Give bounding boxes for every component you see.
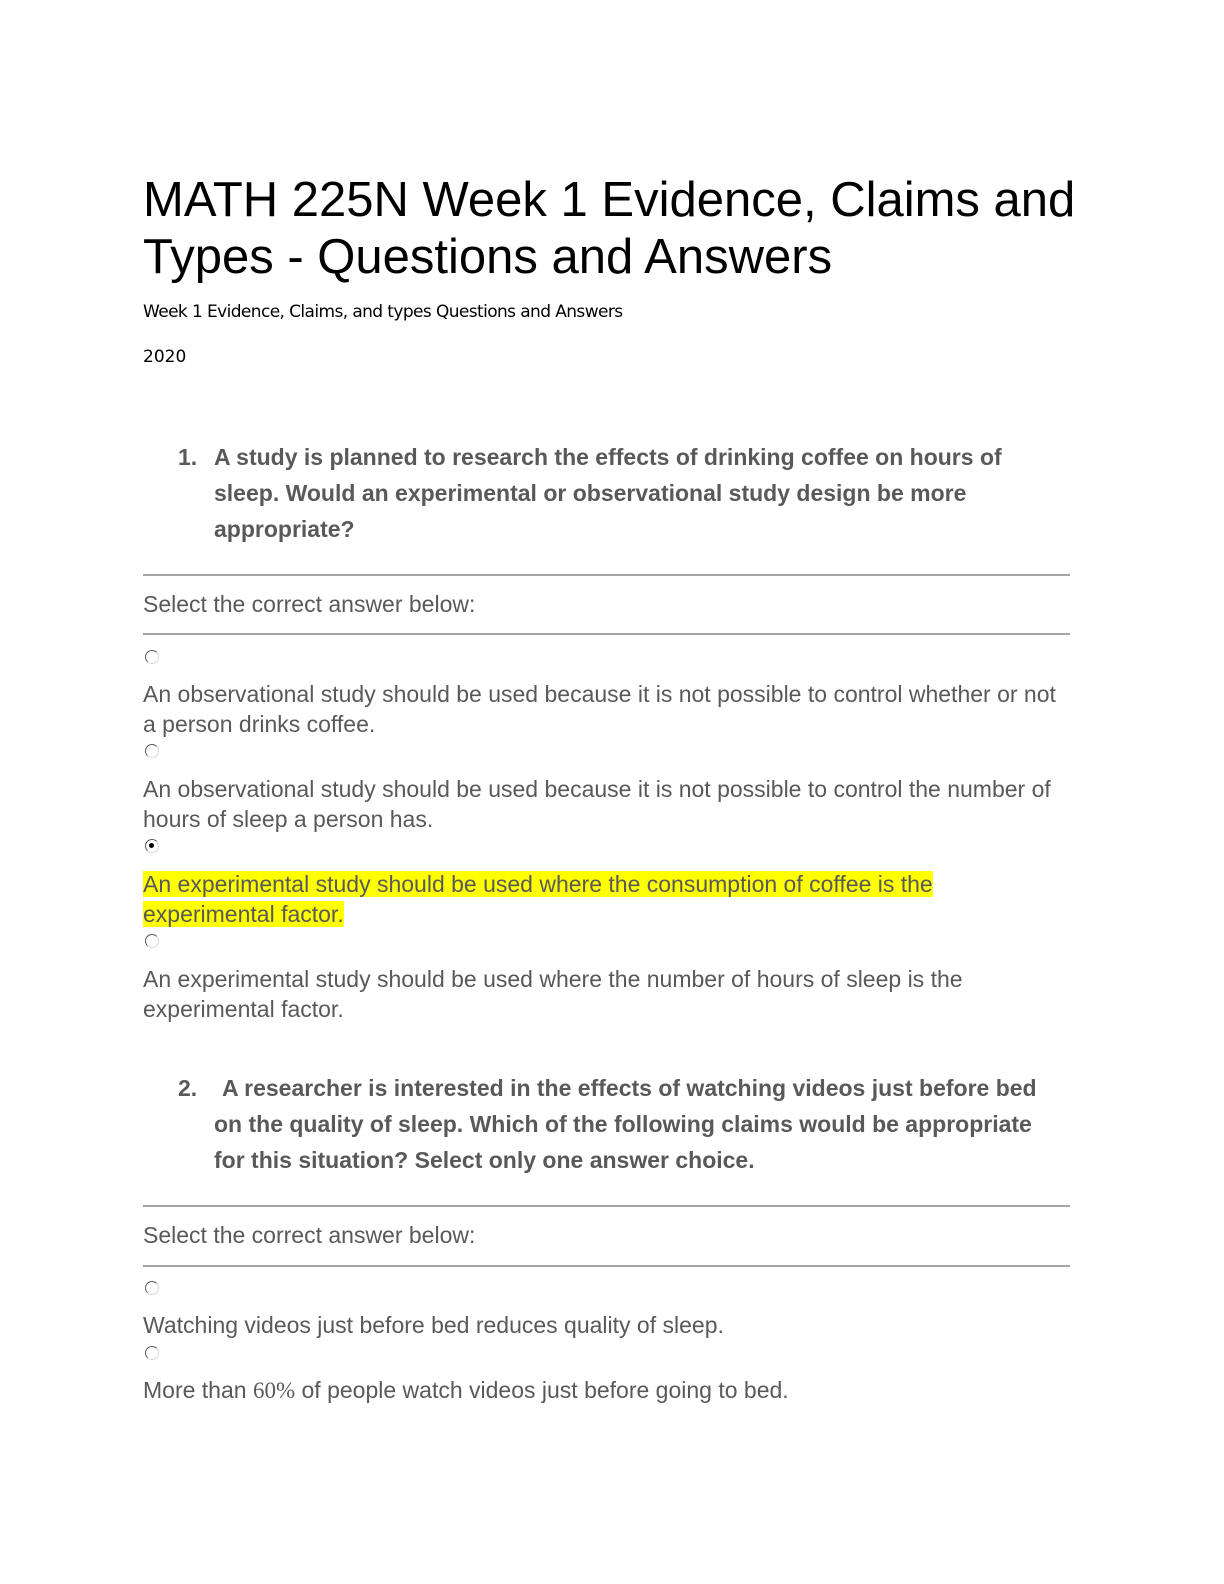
highlighted-answer-text: An experimental study should be used where the consumption of coffee is the experimental factor. — [143, 871, 933, 927]
answer-option: An observational study should be used because it is not possible to control the number of hours of sleep a person has. — [143, 776, 1051, 832]
radio-option-2b[interactable] — [145, 1346, 159, 1360]
question-text: A researcher is interested in the effects of watching videos just before bed on the quality of sleep. Which of the following claims would be appropriate for this situation? Select only one answer choice. — [214, 1075, 1037, 1173]
answer-option: An observational study should be used because it is not possible to control whether or not a person drinks coffee. — [143, 681, 1056, 737]
divider — [143, 633, 1070, 635]
divider — [143, 574, 1070, 576]
answer-text-after: of people watch videos just before going to bed. — [295, 1377, 789, 1403]
radio-option-1c-selected[interactable] — [145, 839, 159, 853]
document-title: MATH 225N Week 1 Evidence, Claims and Types - Questions and Answers — [143, 173, 1076, 284]
question-text: A study is planned to research the effects of drinking coffee on hours of sleep. Would an experimental or observational study design be more appropriate? — [214, 444, 1002, 542]
document-subtitle: Week 1 Evidence, Claims, and types Questions and Answers — [143, 302, 623, 322]
radio-option-1d[interactable] — [145, 934, 159, 948]
document-year: 2020 — [143, 347, 187, 367]
answer-option-highlighted — [143, 869, 973, 929]
divider — [143, 1205, 1070, 1207]
answer-option: Watching videos just before bed reduces quality of sleep. — [143, 1312, 724, 1338]
question-number: 1. — [178, 444, 198, 470]
answer-text-before: More than — [143, 1377, 253, 1403]
radio-option-1b[interactable] — [145, 744, 159, 758]
answer-prompt: Select the correct answer below: — [143, 591, 476, 617]
answer-option: An experimental study should be used where the number of hours of sleep is the experimental factor. — [143, 966, 963, 1022]
answer-option — [143, 1375, 1058, 1406]
percentage-value: 60% — [252, 1378, 296, 1403]
question-2 — [178, 1070, 1058, 1178]
question-1 — [178, 439, 1058, 547]
radio-option-1a[interactable] — [145, 650, 159, 664]
answer-prompt: Select the correct answer below: — [143, 1222, 476, 1248]
radio-option-2a[interactable] — [145, 1281, 159, 1295]
divider — [143, 1265, 1070, 1267]
question-number: 2. — [178, 1075, 198, 1101]
